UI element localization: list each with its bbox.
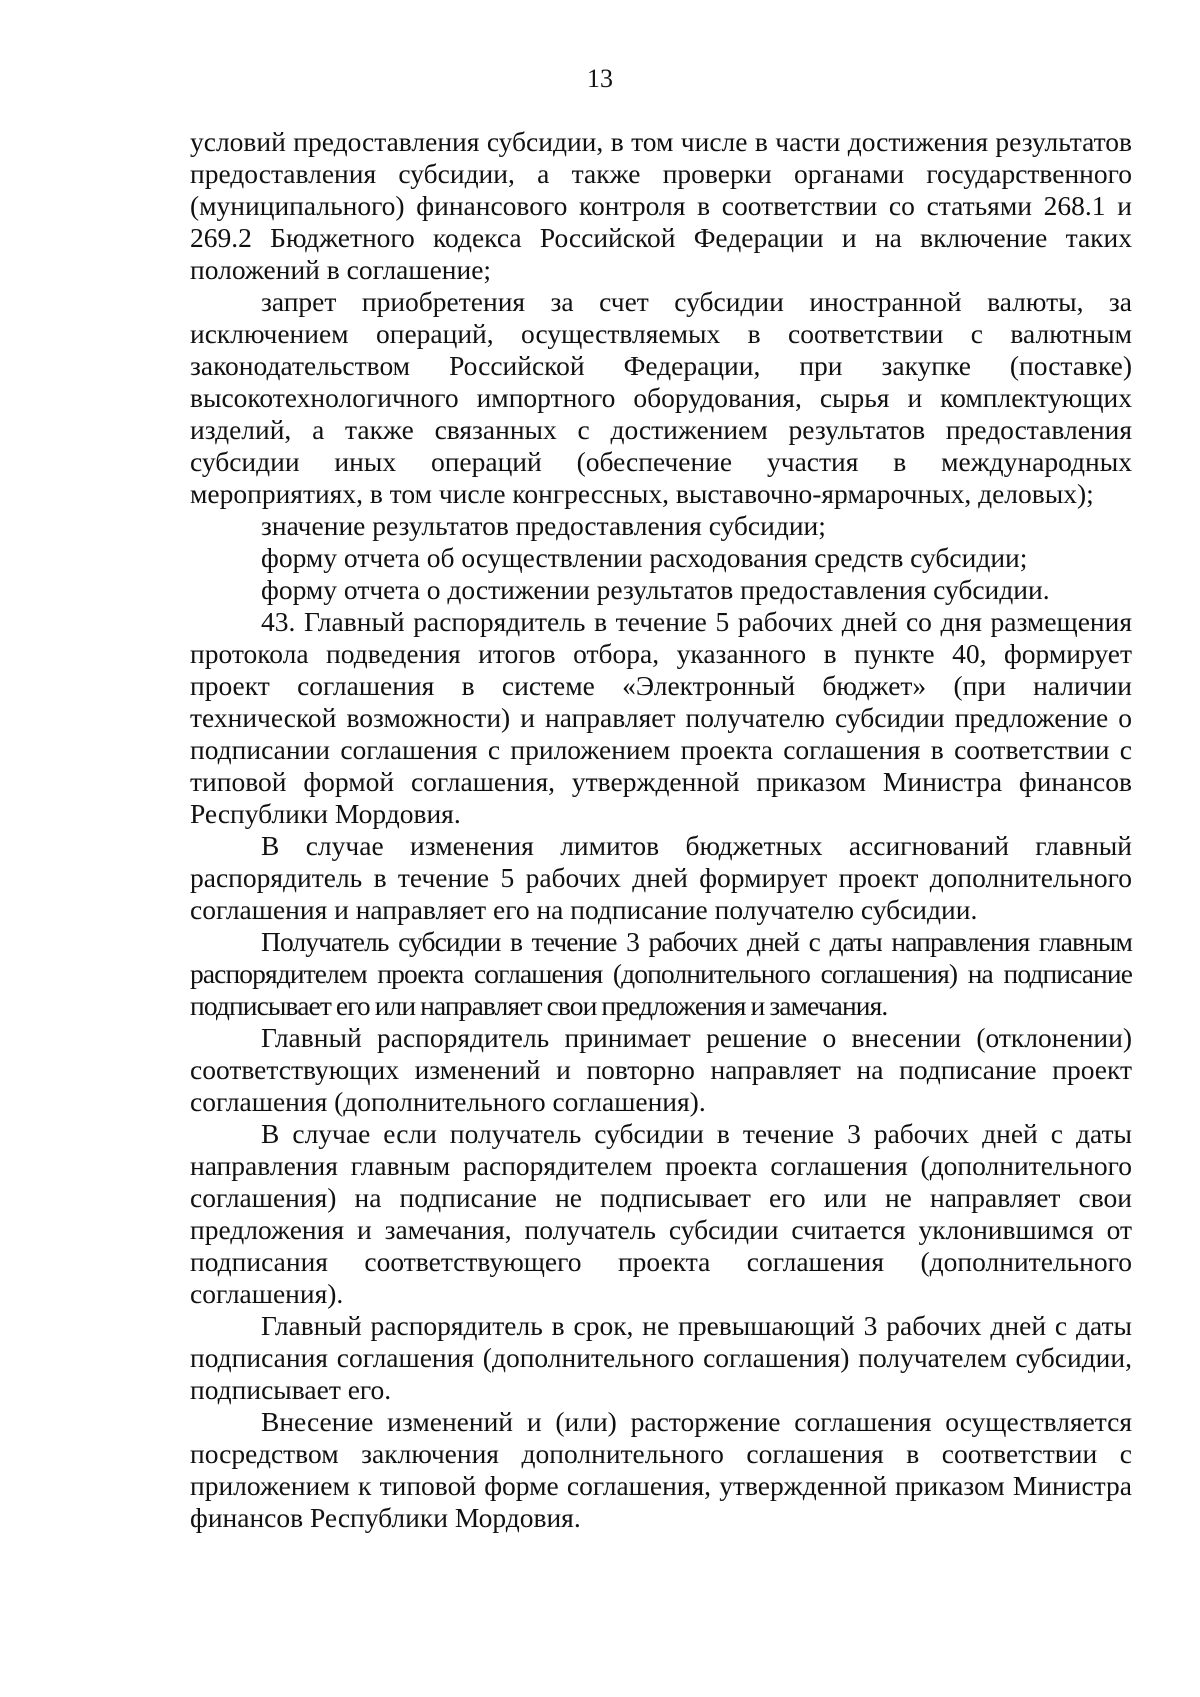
paragraph-evasion: В случае если получатель субсидии в течение 3 рабочих дней с даты направления главным распорядителем проекта соглашения (дополнительного соглашения) на подписание не подписывает его или не направляет свои предложения и замечания, получатель субсидии считается уклонившимся от подписания соответствующего проекта соглашения (дополнительного соглашения).: [190, 1118, 1132, 1309]
document-body: [190, 126, 1132, 1534]
paragraph-limits-change: В случае изменения лимитов бюджетных ассигнований главный распорядитель в течение 5 рабочих дней формирует проект дополнительного соглашения и направляет его на подписание получателю субсидии.: [190, 830, 1132, 925]
paragraph-distributor-signing: Главный распорядитель в срок, не превышающий 3 рабочих дней с даты подписания соглашения (дополнительного соглашения) получателем субсидии, подписывает его.: [190, 1310, 1132, 1405]
paragraph-clause-43: 43. Главный распорядитель в течение 5 рабочих дней со дня размещения протокола подведения итогов отбора, указанного в пункте 40, формирует проект соглашения в системе «Электронный бюджет» (при наличии технической возможности) и направляет получателю субсидии предложение о подписании соглашения с приложением проекта соглашения в соответствии с типовой формой соглашения, утвержденной приказом Министра финансов Республики Мордовия.: [190, 606, 1132, 829]
paragraph-results-report-form: форму отчета о достижении результатов предоставления субсидии.: [261, 574, 1050, 605]
paragraph-expense-report-form: форму отчета об осуществлении расходования средств субсидии;: [261, 542, 1028, 573]
paragraph-result-value: значение результатов предоставления субсидии;: [261, 510, 826, 541]
paragraph-currency-purchase-ban: запрет приобретения за счет субсидии иностранной валюты, за исключением операций, осуществляемых в соответствии с валютным законодательством Российской Федерации, при закупке (поставке) высокотехнологичного импортного оборудования, сырья и комплектующих изделий, а также связанных с достижением результатов предоставления субсидии иных операций (обеспечение участия в международных мероприятиях, в том числе конгрессных, выставочно-ярмарочных, деловых);: [190, 286, 1132, 509]
paragraph-changes-decision: Главный распорядитель принимает решение о внесении (отклонении) соответствующих изменений и повторно направляет на подписание проект соглашения (дополнительного соглашения).: [190, 1022, 1132, 1117]
page-number: 13: [587, 64, 613, 93]
paragraph-recipient-signing: Получатель субсидии в течение 3 рабочих дней с даты направления главным распорядителем проекта соглашения (дополнительного соглашения) на подписание подписывает его или направляет свои предложения и замечания.: [190, 926, 1132, 1021]
paragraph-amendment-termination: Внесение изменений и (или) расторжение соглашения осуществляется посредством заключения дополнительного соглашения в соответствии с приложением к типовой форме соглашения, утвержденной приказом Министра финансов Республики Мордовия.: [190, 1406, 1132, 1533]
paragraph-agreement-conditions: условий предоставления субсидии, в том числе в части достижения результатов предоставления субсидии, а также проверки органами государственного (муниципального) финансового контроля в соответствии со статьями 268.1 и 269.2 Бюджетного кодекса Российской Федерации и на включение таких положений в соглашение;: [190, 126, 1132, 285]
